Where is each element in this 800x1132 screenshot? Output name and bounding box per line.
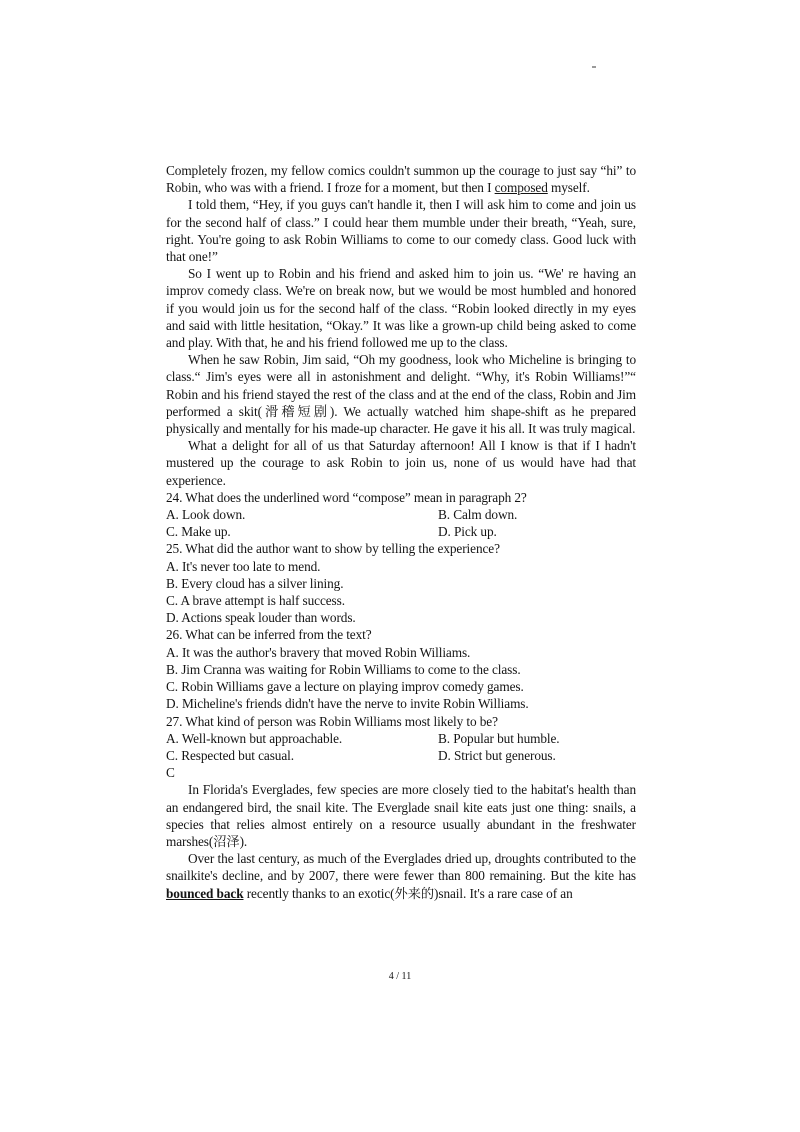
question-27 xyxy=(166,713,636,765)
underlined-word-composed: composed xyxy=(494,180,548,196)
option-d: D. Strict but generous. xyxy=(438,747,556,763)
option-b: B. Jim Cranna was waiting for Robin Williams to come to the class. xyxy=(166,661,521,677)
option-c: C. Respected but casual. xyxy=(166,747,294,763)
option-d: D. Pick up. xyxy=(438,524,497,540)
passage-c-paragraph-2: Over the last century, as much of the Everglades dried up, droughts contributed to the snailkite's decline, and by 2007, there were fewer than 800 remaining. But the kite has bounced back recently thanks to an exotic(外来的)snail. It's a rare case of an xyxy=(166,851,636,901)
passage-b-paragraph-4: When he saw Robin, Jim said, “Oh my goodness, look who Micheline is bringing to class.“ Jim's eyes were all in astonishment and delight. “Why, it's Robin Williams!”“ Robin and his friend stayed the rest of the class and at the end of the class, Robin and Jim performed a skit(滑稽短剧). We actually watched him shape-shift as he prepared physically and mentally for his made-up character. He gave it his all. It was truly magical. xyxy=(166,352,636,437)
question-stem: 25. What did the author want to show by telling the experience? xyxy=(166,541,500,557)
option-a: A. It was the author's bravery that moved Robin Williams. xyxy=(166,644,471,660)
document-body xyxy=(166,162,636,902)
passage-b-paragraph-1: Completely frozen, my fellow comics couldn't summon up the courage to just say “hi” to Robin, who was with a friend. I froze for a moment, but then I composed myself. xyxy=(166,163,636,196)
option-c: C. A brave attempt is half success. xyxy=(166,593,345,609)
option-d: D. Micheline's friends didn't have the nerve to invite Robin Williams. xyxy=(166,696,529,712)
option-b: B. Every cloud has a silver lining. xyxy=(166,575,344,591)
passage-c-paragraph-1: In Florida's Everglades, few species are more closely tied to the habitat's health than an endangered bird, the snail kite. The Everglade snail kite eats just one thing: snails, a species that relies almost entirely on a resource usually abundant in the freshwater marshes(沼泽). xyxy=(166,782,636,849)
section-c-heading: C xyxy=(166,765,175,781)
passage-b-paragraph-3: So I went up to Robin and his friend and asked him to join us. “We' re having an improv comedy class. We're on break now, but we would be most humbled and honored if you would join us for the second half of the class. “Robin looked directly in my eyes and said with little hesitation, “Okay.” It was like a grown-up child being asked to come and play. With that, he and his friend followed me up to the class. xyxy=(166,266,636,351)
option-d: D. Actions speak louder than words. xyxy=(166,610,356,626)
passage-b-paragraph-2: I told them, “Hey, if you guys can't handle it, then I will ask him to come and join us for the second half of class.” I could hear them mumble under their breath, “Yeah, sure, right. You're going to ask Robin Williams to come to our comedy class. Good luck with that one!” xyxy=(166,197,636,265)
option-b: B. Popular but humble. xyxy=(438,730,560,746)
question-stem: 27. What kind of person was Robin Williams most likely to be? xyxy=(166,713,498,729)
option-a: A. Well-known but approachable. xyxy=(166,730,343,746)
question-24 xyxy=(166,489,636,541)
passage-b-paragraph-5: What a delight for all of us that Saturday afternoon! All I know is that if I hadn't mustered up the courage to ask Robin to join us, none of us would have had that experience. xyxy=(166,438,636,488)
option-a: A. Look down. xyxy=(166,507,246,523)
underlined-phrase-bounced-back: bounced back xyxy=(166,885,244,901)
page-number: 4 / 11 xyxy=(388,971,412,982)
option-c: C. Robin Williams gave a lecture on playing improv comedy games. xyxy=(166,679,524,695)
question-25 xyxy=(166,540,636,626)
scan-speck xyxy=(592,66,596,68)
option-a: A. It's never too late to mend. xyxy=(166,558,321,574)
question-26 xyxy=(166,626,636,712)
option-c: C. Make up. xyxy=(166,524,231,540)
option-b: B. Calm down. xyxy=(438,507,518,523)
question-stem: 24. What does the underlined word “compose” mean in paragraph 2? xyxy=(166,489,527,505)
question-stem: 26. What can be inferred from the text? xyxy=(166,627,372,643)
